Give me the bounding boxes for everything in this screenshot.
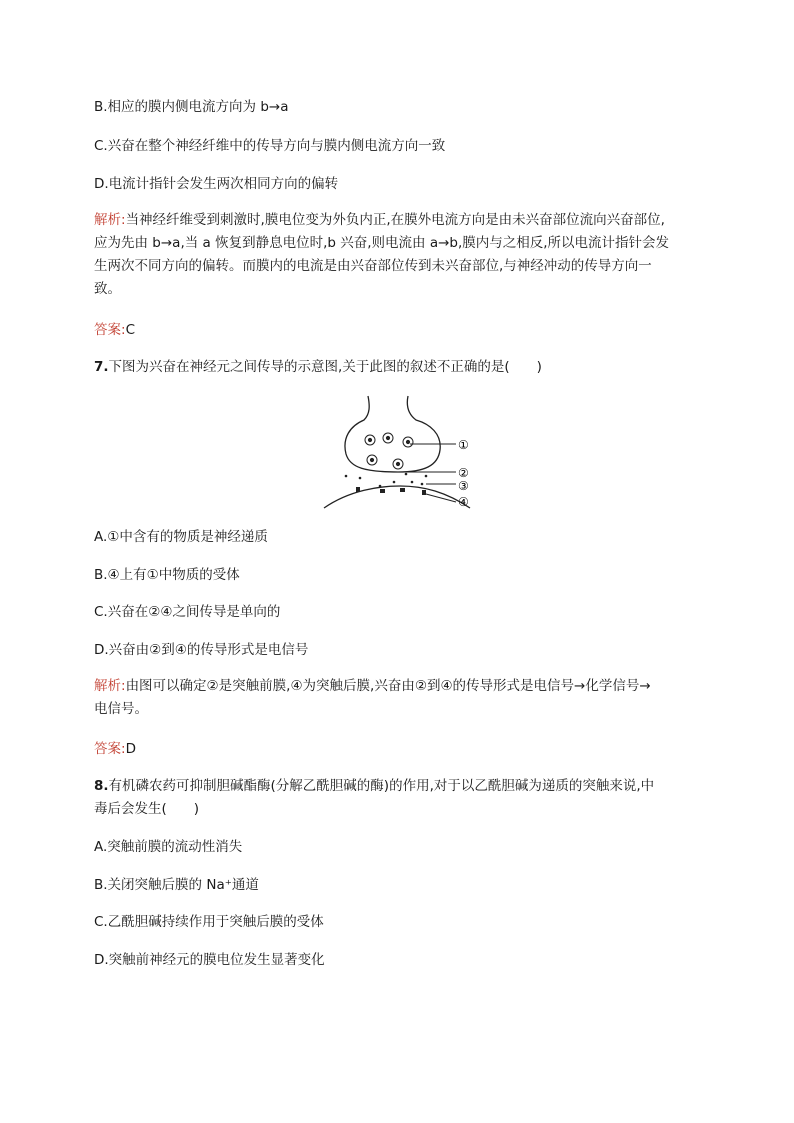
q6-option-c: C.兴奋在整个神经纤维中的传导方向与膜内侧电流方向一致	[94, 138, 446, 154]
diagram-label-2: ②	[458, 466, 469, 480]
answer-value: C	[125, 322, 135, 338]
analysis-label: 解析:	[94, 212, 126, 228]
q6-option-b: B.相应的膜内侧电流方向为 b→a	[94, 99, 289, 115]
q7-option-a: A.①中含有的物质是神经递质	[94, 529, 268, 545]
analysis-label: 解析:	[94, 678, 126, 694]
q7-stem	[94, 357, 542, 377]
synapse-diagram	[320, 392, 480, 512]
q6-analysis-line-4: 致。	[94, 281, 121, 297]
q8-stem-line-1: 有机磷农药可抑制胆碱酯酶(分解乙酰胆碱的酶)的作用,对于以乙酰胆碱为递质的突触来说,中	[108, 778, 655, 794]
neurotransmitter-dots	[345, 473, 428, 488]
answer-label: 答案:	[94, 741, 126, 757]
q7-analysis-line-1: 由图可以确定②是突触前膜,④为突触后膜,兴奋由②到④的传导形式是电信号→化学信号→	[125, 678, 651, 694]
q6-analysis	[94, 209, 704, 301]
q6-option-d: D.电流计指针会发生两次相同方向的偏转	[94, 176, 339, 192]
q7-analysis	[94, 675, 704, 721]
answer-value: D	[125, 741, 136, 757]
q8-stem-line-2: 毒后会发生( )	[94, 801, 200, 817]
q7-option-b: B.④上有①中物质的受体	[94, 567, 240, 583]
q7-option-d: D.兴奋由②到④的传导形式是电信号	[94, 642, 309, 658]
q6-answer	[94, 320, 135, 340]
q8-option-c: C.乙酰胆碱持续作用于突触后膜的受体	[94, 914, 324, 930]
q6-analysis-line-3: 生两次不同方向的偏转。而膜内的电流是由兴奋部位传到未兴奋部位,与神经冲动的传导方向一	[94, 258, 652, 274]
q8-option-a: A.突触前膜的流动性消失	[94, 839, 243, 855]
question-number: 8.	[94, 778, 109, 794]
q8-option-d: D.突触前神经元的膜电位发生显著变化	[94, 952, 325, 968]
q7-option-c: C.兴奋在②④之间传导是单向的	[94, 604, 281, 620]
presynaptic-terminal	[345, 396, 440, 472]
question-number: 7.	[94, 359, 109, 375]
q8-stem	[94, 775, 704, 821]
q6-analysis-line-2: 应为先由 b→a,当 a 恢复到静息电位时,b 兴奋,则电流由 a→b,膜内与之相反,所以电流计指针会发	[94, 235, 670, 251]
q7-answer	[94, 739, 136, 759]
synaptic-vesicles	[365, 433, 413, 469]
q6-analysis-line-1: 当神经纤维受到刺激时,膜电位变为外负内正,在膜外电流方向是由未兴奋部位流向兴奋部位,	[125, 212, 665, 228]
receptors	[356, 487, 426, 495]
answer-label: 答案:	[94, 322, 126, 338]
q8-option-b: B.关闭突触后膜的 Na⁺通道	[94, 877, 259, 893]
q7-analysis-line-2: 电信号。	[94, 701, 148, 717]
question-stem: 下图为兴奋在神经元之间传导的示意图,关于此图的叙述不正确的是( )	[108, 359, 542, 375]
postsynaptic-membrane	[324, 486, 470, 508]
diagram-label-3: ③	[458, 479, 469, 493]
diagram-label-1: ①	[458, 438, 469, 452]
diagram-label-4: ④	[458, 495, 469, 509]
